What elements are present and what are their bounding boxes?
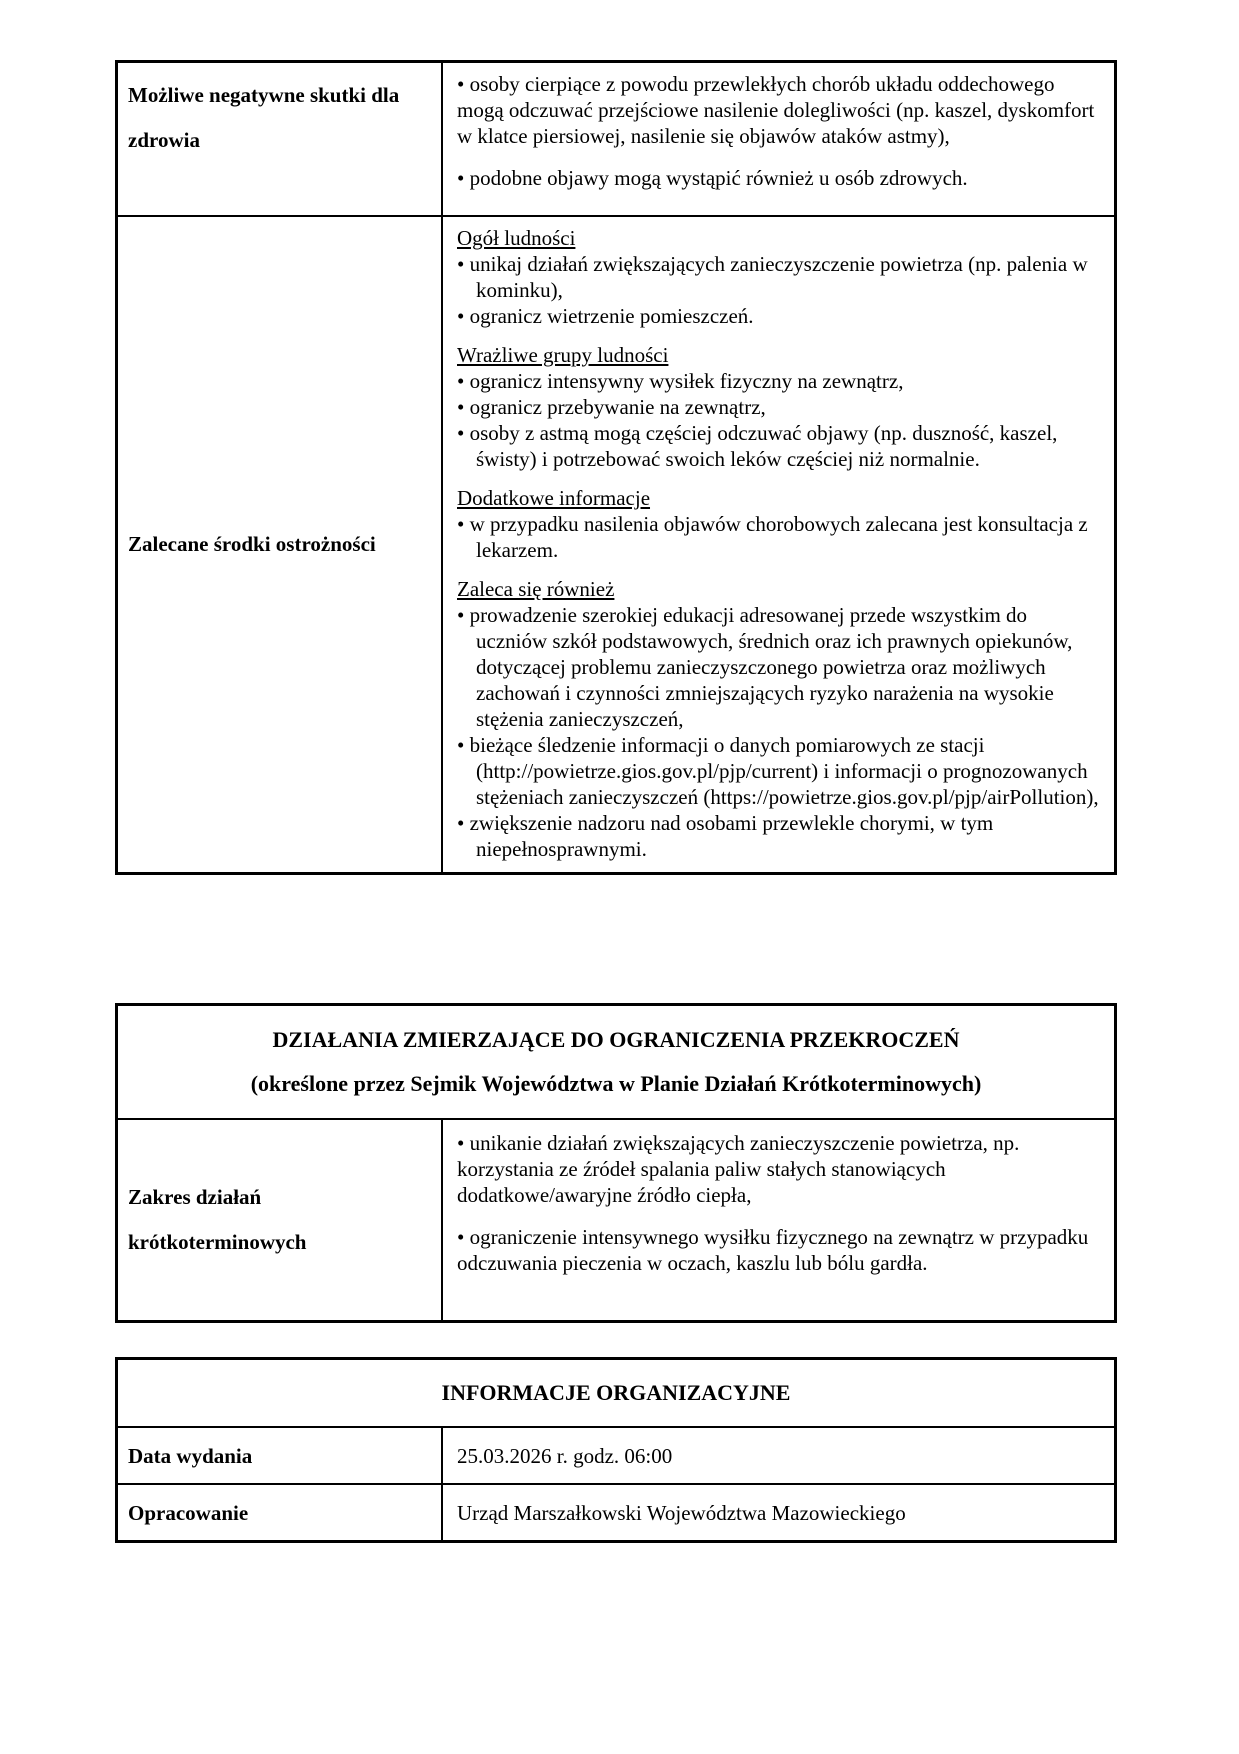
precautions-section-general-population [457,225,1100,329]
bullet-item: • ogranicz intensywny wysiłek fizyczny na zewnątrz, [457,368,1100,394]
bullet-item: • zwiększenie nadzoru nad osobami przewlekle chorymi, w tym niepełnosprawnymi. [457,810,1100,862]
precautions-section-also-recommended [457,576,1100,862]
row-content-negative-health-effects [443,63,1114,215]
table-row [118,1118,1114,1320]
row-label-negative-health-effects: Możliwe negatywne skutki dla zdrowia [118,63,443,215]
table-header-row [118,1006,1114,1118]
table-title-line2: (określone przez Sejmik Województwa w Planie Działań Krótkoterminowych) [250,1071,982,1096]
bullet-item: • ogranicz wietrzenie pomieszczeń. [457,303,1100,329]
section-heading: Zaleca się również [457,577,615,601]
bullet-item: • unikaj działań zwiększających zanieczyszczenie powietrza (np. palenia w kominku), [457,251,1100,303]
section-bullet-list [457,368,1100,472]
table-row [118,215,1114,872]
row-value-prepared-by: Urząd Marszałkowski Województwa Mazowieckiego [457,1500,906,1525]
section-heading: Wrażliwe grupy ludności [457,343,669,367]
table-title [118,1006,1114,1118]
table-row [118,1483,1114,1540]
short-term-actions-table [115,1003,1117,1323]
bullet-item: • bieżące śledzenie informacji o danych pomiarowych ze stacji (http://powietrze.gios.gov.pl/pjp/current) i informacji o prognozowanych stężeniach zanieczyszczeń (https://powietrze.gios.gov.pl/pjp/airPollution), [457,732,1100,810]
bullet-paragraph: • ograniczenie intensywnego wysiłku fizycznego na zewnątrz w przypadku odczuwania pieczenia w oczach, kaszlu lub bólu gardła. [457,1224,1100,1276]
table-title: INFORMACJE ORGANIZACYJNE [441,1380,791,1405]
row-label-prepared-by: Opracowanie [118,1485,443,1540]
table-row [118,63,1114,215]
section-heading: Dodatkowe informacje [457,486,651,510]
section-bullet-list [457,602,1100,862]
bullet-paragraph: • osoby cierpiące z powodu przewlekłych chorób układu oddechowego mogą odczuwać przejściowe nasilenie dolegliwości (np. kaszel, dyskomfort w klatce piersiowej, nasilenie się objawów ataków astmy), [457,71,1100,149]
precautions-section-sensitive-groups [457,342,1100,472]
table-header-row [118,1360,1114,1426]
precautions-section-additional-info [457,485,1100,563]
bullet-paragraph: • podobne objawy mogą wystąpić również u osób zdrowych. [457,165,1100,191]
row-value-issue-date: 25.03.2026 r. godz. 06:00 [457,1443,673,1468]
table-row [118,1426,1114,1483]
health-effects-table [115,60,1117,875]
organizational-info-table [115,1357,1117,1543]
row-content-recommended-precautions [443,217,1114,872]
document-body [115,60,1117,1543]
table-title-line1: DZIAŁANIA ZMIERZAJĄCE DO OGRANICZENIA PRZEKROCZEŃ [272,1027,960,1052]
row-label-recommended-precautions: Zalecane środki ostrożności [118,217,443,872]
row-label-issue-date: Data wydania [118,1428,443,1483]
row-content-short-term-actions-scope [443,1120,1114,1320]
bullet-item: • osoby z astmą mogą częściej odczuwać objawy (np. duszność, kaszel, świsty) i potrzebować swoich leków częściej niż normalnie. [457,420,1100,472]
section-bullet-list [457,511,1100,563]
bullet-paragraph: • unikanie działań zwiększających zanieczyszczenie powietrza, np. korzystania ze źródeł spalania paliw stałych stanowiących dodatkowe/awaryjne źródło ciepła, [457,1130,1100,1208]
section-bullet-list [457,251,1100,329]
bullet-item: • ogranicz przebywanie na zewnątrz, [457,394,1100,420]
bullet-item: • prowadzenie szerokiej edukacji adresowanej przede wszystkim do uczniów szkół podstawowych, średnich oraz ich prawnych opiekunów, dotyczącej problemu zanieczyszczonego powietrza oraz możliwych zachowań i czynności zmniejszających ryzyko narażenia na wysokie stężenia zanieczyszczeń, [457,602,1100,732]
bullet-item: • w przypadku nasilenia objawów chorobowych zalecana jest konsultacja z lekarzem. [457,511,1100,563]
row-label-short-term-actions-scope: Zakres działań krótkoterminowych [118,1120,443,1320]
section-heading: Ogół ludności [457,226,576,250]
